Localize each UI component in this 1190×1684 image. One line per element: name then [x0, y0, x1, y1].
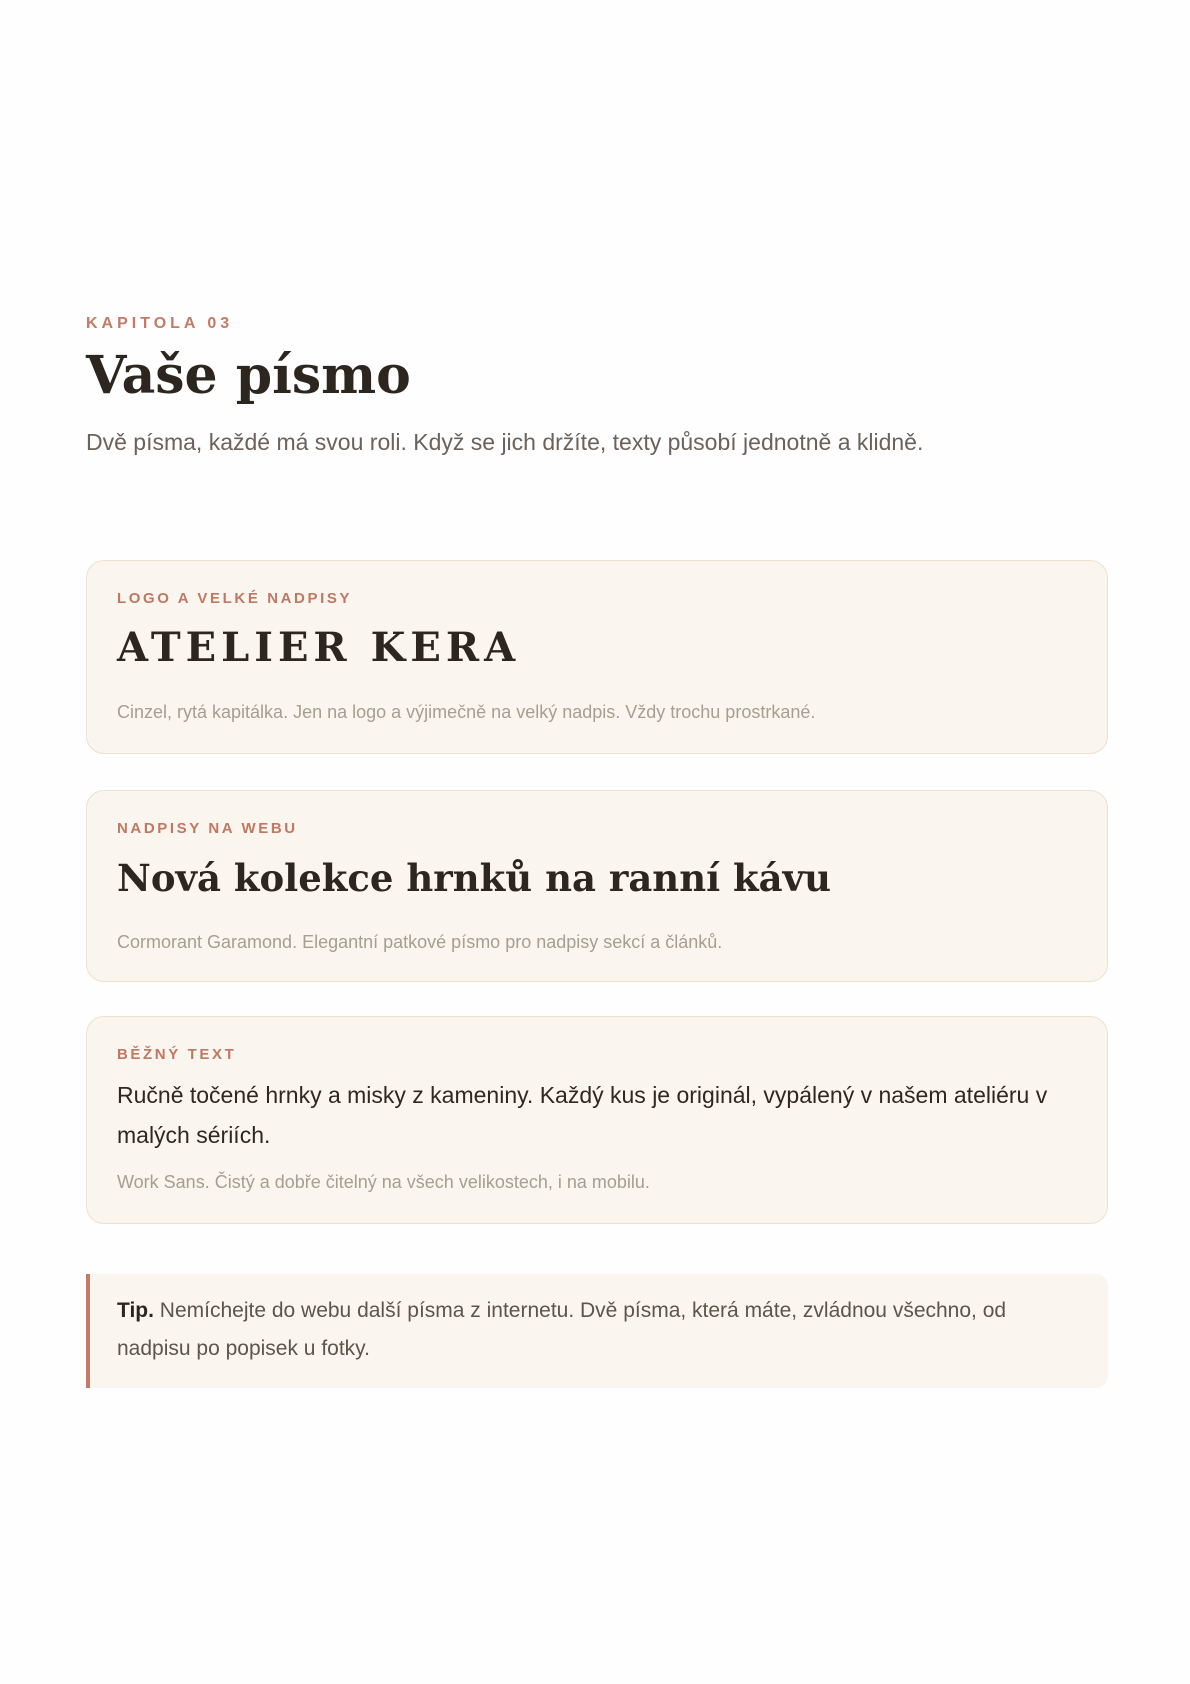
chapter-eyebrow: KAPITOLA 03: [86, 315, 234, 332]
font-card-headings: [86, 790, 1108, 982]
card-note: Work Sans. Čistý a dobře čitelný na všech velikostech, i na mobilu.: [117, 1172, 650, 1192]
body-font-sample: Ručně točené hrnky a misky z kameniny. Každý kus je originál, vypálený v našem ateliéru v malých sériích.: [117, 1082, 1048, 1148]
font-card-logo: [86, 560, 1108, 754]
tip-text: Nemíchejte do webu další písma z internetu. Dvě písma, která máte, zvládnou všechno, od nadpisu po popisek u fotky.: [117, 1299, 1007, 1360]
intro-paragraph: Dvě písma, každé má svou roli. Když se jich držíte, texty působí jednotně a klidně.: [86, 429, 924, 455]
logo-font-sample: ATELIER KERA: [117, 624, 521, 671]
font-card-body: [86, 1016, 1108, 1224]
heading-font-sample: Nová kolekce hrnků na ranní kávu: [117, 856, 832, 900]
card-note: Cinzel, rytá kapitálka. Jen na logo a výjimečně na velký nadpis. Vždy trochu prostrkané.: [117, 702, 816, 722]
page-title: Vaše písmo: [86, 345, 411, 406]
tip-callout: [86, 1274, 1108, 1388]
card-label: NADPISY NA WEBU: [117, 820, 298, 837]
card-label: LOGO A VELKÉ NADPISY: [117, 590, 353, 607]
card-label: BĚŽNÝ TEXT: [117, 1046, 237, 1063]
card-note: Cormorant Garamond. Elegantní patkové písmo pro nadpisy sekcí a článků.: [117, 932, 723, 952]
tip-label: Tip.: [117, 1299, 154, 1322]
